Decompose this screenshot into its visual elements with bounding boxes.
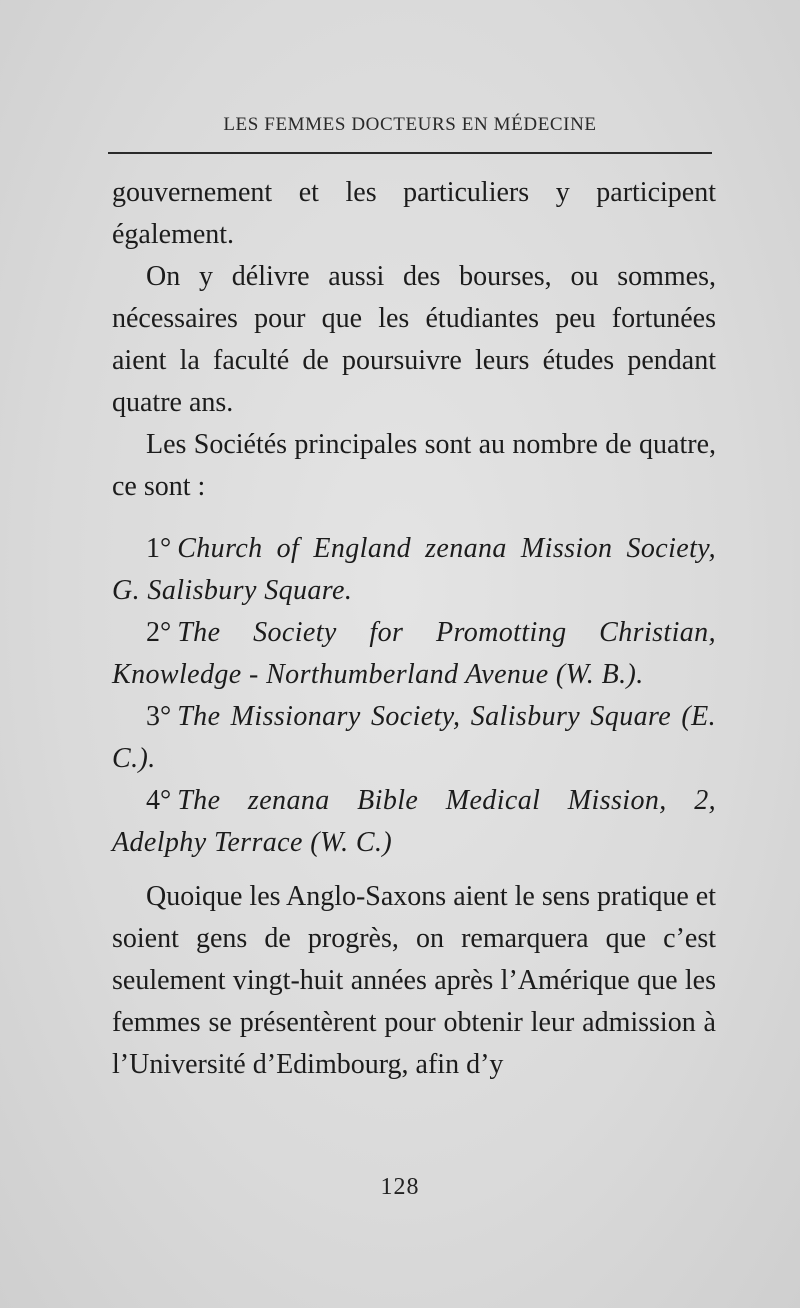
society-number: 1° xyxy=(146,533,172,564)
body-text xyxy=(112,172,716,1086)
society-title: The zenana Bible Medical Mission, 2, Adelphy Terrace (W. C.) xyxy=(112,785,716,858)
paragraph-anglo-saxons: Quoique les Anglo-Saxons aient le sens pratique et soient gens de progrès, on remarquera que c’est seulement vingt-huit années après l’Amérique que les femmes se présentèrent pour obtenir leur admission à l’Université d’Edimbourg, afin d’y xyxy=(112,881,716,1080)
page-number: 128 xyxy=(380,1174,420,1200)
society-title: Church of England zenana Mission Society, G. Salisbury Square. xyxy=(112,533,716,606)
society-item xyxy=(112,528,716,612)
society-number: 4° xyxy=(146,785,172,816)
paragraph-continuation: gouvernement et les particuliers y participent également. xyxy=(112,177,716,250)
society-number: 2° xyxy=(146,617,172,648)
society-title: The Society for Promotting Christian, Knowledge - Northumberland Avenue (W. B.). xyxy=(112,617,716,690)
header-rule xyxy=(108,152,712,154)
society-item xyxy=(112,780,716,864)
paragraph-societes: Les Sociétés principales sont au nombre de quatre, ce sont : xyxy=(112,429,716,502)
society-item xyxy=(112,696,716,780)
society-title: The Missionary Society, Salisbury Square (E. C.). xyxy=(112,701,716,774)
societies-list xyxy=(112,528,716,864)
society-item xyxy=(112,612,716,696)
paragraph-bourses: On y délivre aussi des bourses, ou sommes, nécessaires pour que les étudiantes peu fortunées aient la faculté de poursuivre leurs études pendant quatre ans. xyxy=(112,261,716,418)
society-number: 3° xyxy=(146,701,172,732)
running-head: LES FEMMES DOCTEURS EN MÉDECINE xyxy=(223,114,597,135)
